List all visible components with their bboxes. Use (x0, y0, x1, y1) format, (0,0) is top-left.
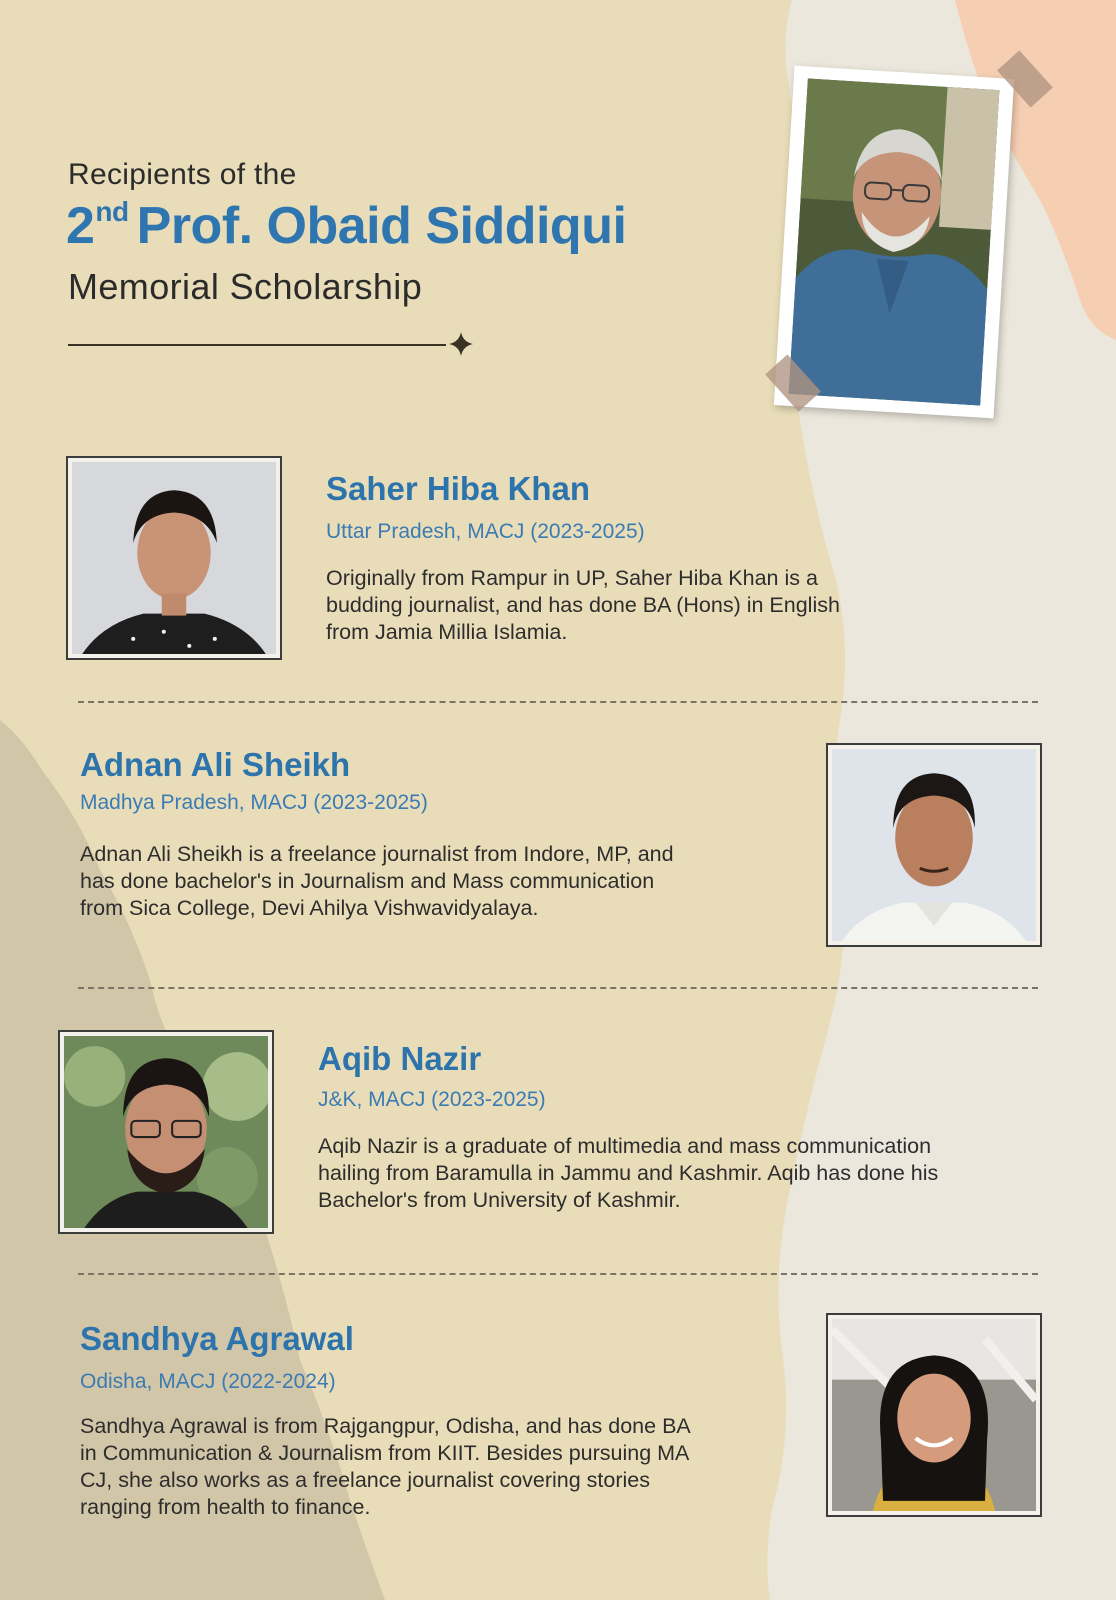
professor-photo-frame (774, 66, 1014, 419)
recipient-meta: Madhya Pradesh, MACJ (2023-2025) (80, 791, 428, 814)
header-ordinal-suffix: nd (95, 196, 129, 227)
bio-line: Originally from Rampur in UP, Saher Hiba Khan is a (326, 566, 818, 590)
bio-line: hailing from Baramulla in Jammu and Kashmir. Aqib has done his (318, 1161, 939, 1185)
bio-line: Sandhya Agrawal is from Rajgangpur, Odisha, and has done BA (80, 1414, 691, 1438)
recipient-name: Adnan Ali Sheikh (80, 746, 351, 783)
bio-line: CJ, she also works as a freelance journalist covering stories (80, 1468, 651, 1492)
recipient-name: Aqib Nazir (318, 1040, 482, 1077)
bio-line: budding journalist, and has done BA (Hons) in English (326, 593, 840, 617)
recipient-photo-aqib (58, 1030, 274, 1234)
recipient-name: Saher Hiba Khan (326, 470, 591, 507)
recipient-photo-adnan (826, 743, 1042, 947)
header-intro: Recipients of the (68, 158, 297, 191)
recipient-name: Sandhya Agrawal (80, 1320, 354, 1357)
recipient-meta: J&K, MACJ (2023-2025) (318, 1088, 546, 1111)
bio-line: Bachelor's from University of Kashmir. (318, 1188, 681, 1212)
recipient-bio (80, 1413, 820, 1521)
bio-line: ranging from health to finance. (80, 1495, 371, 1519)
header-subtitle: Memorial Scholarship (68, 266, 423, 307)
bio-line: from Jamia Millia Islamia. (326, 620, 568, 644)
bio-line: Aqib Nazir is a graduate of multimedia and mass communication (318, 1134, 932, 1158)
title-divider (68, 344, 446, 346)
header-ordinal-number: 2 (66, 197, 95, 255)
sparkle-icon (447, 330, 475, 358)
header-title-name: Prof. Obaid Siddiqui (136, 197, 627, 255)
section-divider (78, 701, 1038, 703)
section-divider (78, 1273, 1038, 1275)
bio-line: from Sica College, Devi Ahilya Vishwavidyalaya. (80, 896, 539, 920)
bio-line: in Communication & Journalism from KIIT. Besides pursuing MA (80, 1441, 690, 1465)
professor-photo (789, 78, 1000, 405)
bio-line: has done bachelor's in Journalism and Mass communication (80, 869, 655, 893)
header-title (66, 196, 626, 256)
recipient-bio (318, 1133, 1098, 1214)
recipient-bio (80, 841, 800, 922)
recipient-photo-saher (66, 456, 282, 660)
recipient-meta: Uttar Pradesh, MACJ (2023-2025) (326, 520, 645, 543)
recipient-bio (326, 565, 966, 646)
section-divider (78, 987, 1038, 989)
recipient-photo-sandhya (826, 1313, 1042, 1517)
bio-line: Adnan Ali Sheikh is a freelance journalist from Indore, MP, and (80, 842, 674, 866)
recipient-meta: Odisha, MACJ (2022-2024) (80, 1370, 336, 1393)
